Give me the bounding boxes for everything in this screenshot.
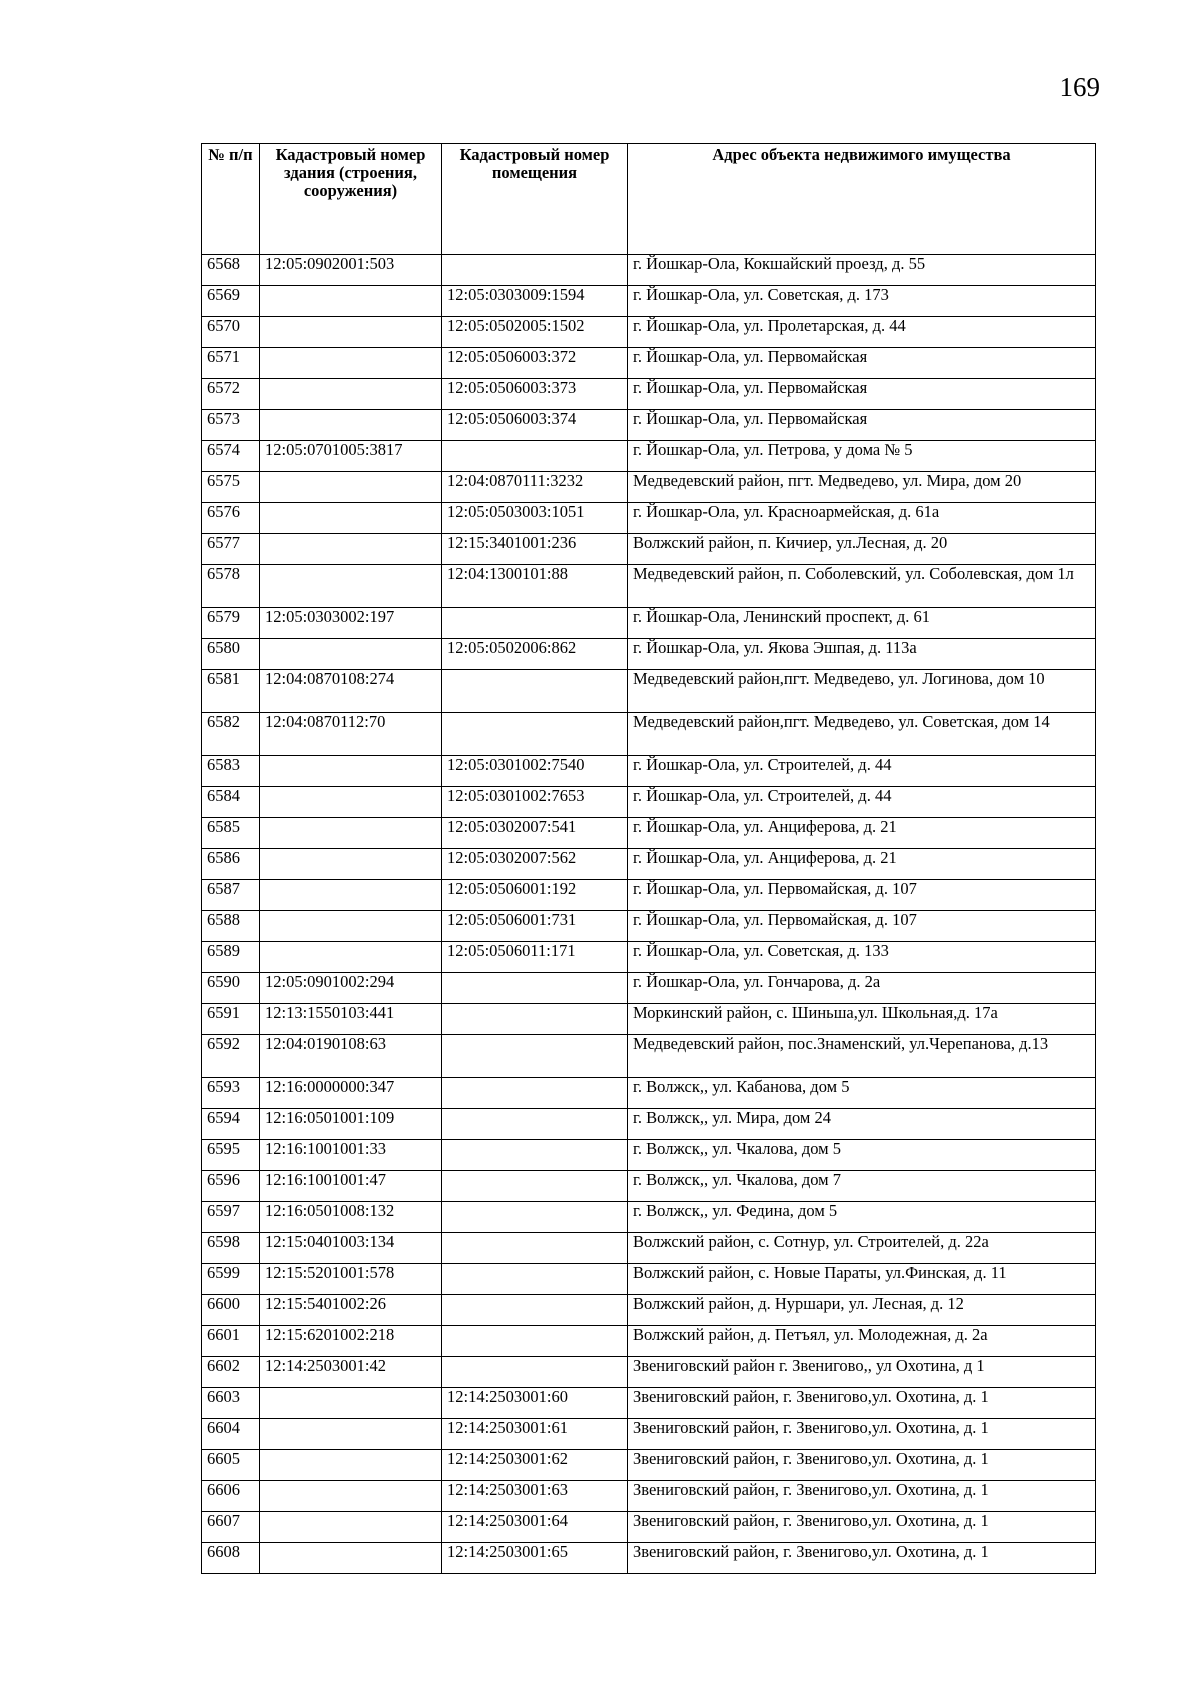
row-number-cell: 6584 — [202, 787, 260, 818]
table-row — [202, 317, 1096, 348]
room-cadastral-cell: 12:05:0506003:374 — [442, 410, 628, 441]
building-cadastral-cell — [260, 1450, 442, 1481]
table-row — [202, 441, 1096, 472]
address-cell: Волжский район, с. Сотнур, ул. Строителей, д. 22а — [628, 1233, 1096, 1264]
address-cell: г. Йошкар-Ола, ул. Строителей, д. 44 — [628, 756, 1096, 787]
table-row — [202, 255, 1096, 286]
table-row — [202, 1171, 1096, 1202]
room-cadastral-cell — [442, 1233, 628, 1264]
table-row — [202, 503, 1096, 534]
room-cadastral-cell — [442, 1140, 628, 1171]
address-cell: Звениговский район, г. Звенигово,ул. Охотина, д. 1 — [628, 1388, 1096, 1419]
address-cell: г. Волжск,, ул. Мира, дом 24 — [628, 1109, 1096, 1140]
row-number-cell: 6600 — [202, 1295, 260, 1326]
address-cell: г. Волжск,, ул. Чкалова, дом 7 — [628, 1171, 1096, 1202]
room-cadastral-cell — [442, 973, 628, 1004]
building-cadastral-cell: 12:16:0501008:132 — [260, 1202, 442, 1233]
table-row — [202, 1233, 1096, 1264]
table-row — [202, 849, 1096, 880]
table-row — [202, 713, 1096, 756]
table-row — [202, 1512, 1096, 1543]
row-number-cell: 6598 — [202, 1233, 260, 1264]
row-number-cell: 6597 — [202, 1202, 260, 1233]
address-cell: г. Волжск,, ул. Кабанова, дом 5 — [628, 1078, 1096, 1109]
room-cadastral-cell — [442, 1035, 628, 1078]
header-address: Адрес объекта недвижимого имущества — [628, 144, 1096, 255]
building-cadastral-cell — [260, 756, 442, 787]
room-cadastral-cell — [442, 1171, 628, 1202]
row-number-cell: 6580 — [202, 639, 260, 670]
building-cadastral-cell: 12:05:0701005:3817 — [260, 441, 442, 472]
row-number-cell: 6570 — [202, 317, 260, 348]
row-number-cell: 6577 — [202, 534, 260, 565]
header-room-cadastral: Кадастровый номер помещения — [442, 144, 628, 255]
table-row — [202, 787, 1096, 818]
table-row — [202, 818, 1096, 849]
room-cadastral-cell — [442, 1326, 628, 1357]
building-cadastral-cell — [260, 503, 442, 534]
room-cadastral-cell: 12:05:0302007:541 — [442, 818, 628, 849]
building-cadastral-cell: 12:16:0000000:347 — [260, 1078, 442, 1109]
table-row — [202, 670, 1096, 713]
row-number-cell: 6581 — [202, 670, 260, 713]
building-cadastral-cell — [260, 1481, 442, 1512]
row-number-cell: 6592 — [202, 1035, 260, 1078]
room-cadastral-cell: 12:14:2503001:63 — [442, 1481, 628, 1512]
address-cell: г. Йошкар-Ола, ул. Первомайская — [628, 348, 1096, 379]
table-row — [202, 1326, 1096, 1357]
row-number-cell: 6573 — [202, 410, 260, 441]
room-cadastral-cell: 12:05:0502006:862 — [442, 639, 628, 670]
table-row — [202, 1295, 1096, 1326]
address-cell: Звениговский район, г. Звенигово,ул. Охотина, д. 1 — [628, 1419, 1096, 1450]
building-cadastral-cell — [260, 639, 442, 670]
building-cadastral-cell: 12:05:0303002:197 — [260, 608, 442, 639]
table-row — [202, 1202, 1096, 1233]
table-row — [202, 348, 1096, 379]
address-cell: Звениговский район, г. Звенигово,ул. Охотина, д. 1 — [628, 1512, 1096, 1543]
address-cell: Моркинский район, с. Шиньша,ул. Школьная,д. 17а — [628, 1004, 1096, 1035]
room-cadastral-cell — [442, 1078, 628, 1109]
table-row — [202, 911, 1096, 942]
page-number: 169 — [1059, 72, 1100, 102]
address-cell: г. Йошкар-Ола, Кокшайский проезд, д. 55 — [628, 255, 1096, 286]
room-cadastral-cell: 12:14:2503001:62 — [442, 1450, 628, 1481]
address-cell: г. Йошкар-Ола, ул. Гончарова, д. 2а — [628, 973, 1096, 1004]
row-number-cell: 6582 — [202, 713, 260, 756]
room-cadastral-cell — [442, 1264, 628, 1295]
table-row — [202, 1419, 1096, 1450]
room-cadastral-cell: 12:05:0506003:372 — [442, 348, 628, 379]
row-number-cell: 6608 — [202, 1543, 260, 1574]
row-number-cell: 6588 — [202, 911, 260, 942]
table-row — [202, 608, 1096, 639]
address-cell: г. Йошкар-Ола, ул. Первомайская — [628, 410, 1096, 441]
row-number-cell: 6586 — [202, 849, 260, 880]
address-cell: г. Йошкар-Ола, ул. Анциферова, д. 21 — [628, 818, 1096, 849]
row-number-cell: 6576 — [202, 503, 260, 534]
row-number-cell: 6579 — [202, 608, 260, 639]
building-cadastral-cell — [260, 410, 442, 441]
table-row — [202, 1264, 1096, 1295]
row-number-cell: 6596 — [202, 1171, 260, 1202]
room-cadastral-cell — [442, 1202, 628, 1233]
building-cadastral-cell: 12:05:0901002:294 — [260, 973, 442, 1004]
table-row — [202, 880, 1096, 911]
table-row — [202, 379, 1096, 410]
table-row — [202, 1543, 1096, 1574]
address-cell: Медведевский район, п. Соболевский, ул. Соболевская, дом 1л — [628, 565, 1096, 608]
room-cadastral-cell: 12:05:0502005:1502 — [442, 317, 628, 348]
address-cell: Медведевский район, пос.Знаменский, ул.Черепанова, д.13 — [628, 1035, 1096, 1078]
address-cell: г. Йошкар-Ола, ул. Красноармейская, д. 61а — [628, 503, 1096, 534]
row-number-cell: 6601 — [202, 1326, 260, 1357]
building-cadastral-cell — [260, 286, 442, 317]
address-cell: Волжский район, д. Нуршари, ул. Лесная, д. 12 — [628, 1295, 1096, 1326]
building-cadastral-cell: 12:16:0501001:109 — [260, 1109, 442, 1140]
row-number-cell: 6578 — [202, 565, 260, 608]
address-cell: Звениговский район, г. Звенигово,ул. Охотина, д. 1 — [628, 1543, 1096, 1574]
room-cadastral-cell: 12:05:0506001:192 — [442, 880, 628, 911]
address-cell: г. Йошкар-Ола, ул. Пролетарская, д. 44 — [628, 317, 1096, 348]
table-row — [202, 1481, 1096, 1512]
table-row — [202, 1109, 1096, 1140]
building-cadastral-cell — [260, 818, 442, 849]
building-cadastral-cell: 12:15:0401003:134 — [260, 1233, 442, 1264]
building-cadastral-cell — [260, 317, 442, 348]
table-row — [202, 973, 1096, 1004]
row-number-cell: 6595 — [202, 1140, 260, 1171]
table-body — [202, 255, 1096, 1574]
row-number-cell: 6571 — [202, 348, 260, 379]
row-number-cell: 6591 — [202, 1004, 260, 1035]
address-cell: Медведевский район, пгт. Медведево, ул. Мира, дом 20 — [628, 472, 1096, 503]
table-row — [202, 1388, 1096, 1419]
room-cadastral-cell — [442, 608, 628, 639]
address-cell: Волжский район, с. Новые Параты, ул.Финская, д. 11 — [628, 1264, 1096, 1295]
table-row — [202, 1357, 1096, 1388]
building-cadastral-cell — [260, 849, 442, 880]
header-building-cadastral: Кадастровый номер здания (строения, сооружения) — [260, 144, 442, 255]
room-cadastral-cell: 12:05:0301002:7653 — [442, 787, 628, 818]
table-row — [202, 942, 1096, 973]
address-cell: Медведевский район,пгт. Медведево, ул. Логинова, дом 10 — [628, 670, 1096, 713]
row-number-cell: 6599 — [202, 1264, 260, 1295]
row-number-cell: 6572 — [202, 379, 260, 410]
building-cadastral-cell: 12:16:1001001:47 — [260, 1171, 442, 1202]
room-cadastral-cell — [442, 1109, 628, 1140]
row-number-cell: 6589 — [202, 942, 260, 973]
row-number-cell: 6583 — [202, 756, 260, 787]
room-cadastral-cell: 12:14:2503001:60 — [442, 1388, 628, 1419]
room-cadastral-cell: 12:14:2503001:61 — [442, 1419, 628, 1450]
row-number-cell: 6603 — [202, 1388, 260, 1419]
row-number-cell: 6569 — [202, 286, 260, 317]
building-cadastral-cell: 12:13:1550103:441 — [260, 1004, 442, 1035]
address-cell: г. Йошкар-Ола, ул. Якова Эшпая, д. 113а — [628, 639, 1096, 670]
table-row — [202, 1035, 1096, 1078]
table-row — [202, 1004, 1096, 1035]
address-cell: г. Йошкар-Ола, ул. Советская, д. 133 — [628, 942, 1096, 973]
row-number-cell: 6602 — [202, 1357, 260, 1388]
building-cadastral-cell — [260, 565, 442, 608]
address-cell: г. Йошкар-Ола, ул. Петрова, у дома № 5 — [628, 441, 1096, 472]
building-cadastral-cell: 12:14:2503001:42 — [260, 1357, 442, 1388]
address-cell: Звениговский район, г. Звенигово,ул. Охотина, д. 1 — [628, 1481, 1096, 1512]
building-cadastral-cell — [260, 1543, 442, 1574]
building-cadastral-cell — [260, 880, 442, 911]
room-cadastral-cell: 12:05:0303009:1594 — [442, 286, 628, 317]
building-cadastral-cell: 12:15:6201002:218 — [260, 1326, 442, 1357]
table-row — [202, 1140, 1096, 1171]
room-cadastral-cell — [442, 255, 628, 286]
building-cadastral-cell — [260, 379, 442, 410]
room-cadastral-cell: 12:14:2503001:64 — [442, 1512, 628, 1543]
room-cadastral-cell: 12:05:0506011:171 — [442, 942, 628, 973]
building-cadastral-cell — [260, 787, 442, 818]
row-number-cell: 6590 — [202, 973, 260, 1004]
row-number-cell: 6593 — [202, 1078, 260, 1109]
room-cadastral-cell: 12:15:3401001:236 — [442, 534, 628, 565]
table-row — [202, 1078, 1096, 1109]
room-cadastral-cell — [442, 670, 628, 713]
room-cadastral-cell — [442, 1004, 628, 1035]
room-cadastral-cell: 12:04:0870111:3232 — [442, 472, 628, 503]
table-header-row — [202, 144, 1096, 255]
room-cadastral-cell — [442, 1295, 628, 1326]
table-row — [202, 756, 1096, 787]
address-cell: г. Йошкар-Ола, ул. Анциферова, д. 21 — [628, 849, 1096, 880]
building-cadastral-cell — [260, 1388, 442, 1419]
row-number-cell: 6604 — [202, 1419, 260, 1450]
property-registry-table — [201, 143, 1096, 1574]
room-cadastral-cell: 12:05:0301002:7540 — [442, 756, 628, 787]
table-row — [202, 639, 1096, 670]
table-row — [202, 472, 1096, 503]
row-number-cell: 6587 — [202, 880, 260, 911]
table-row — [202, 565, 1096, 608]
address-cell: г. Волжск,, ул. Чкалова, дом 5 — [628, 1140, 1096, 1171]
header-num: № п/п — [202, 144, 260, 255]
address-cell: Волжский район, п. Кичиер, ул.Лесная, д. 20 — [628, 534, 1096, 565]
building-cadastral-cell: 12:15:5201001:578 — [260, 1264, 442, 1295]
building-cadastral-cell: 12:15:5401002:26 — [260, 1295, 442, 1326]
room-cadastral-cell — [442, 1357, 628, 1388]
building-cadastral-cell: 12:04:0190108:63 — [260, 1035, 442, 1078]
room-cadastral-cell: 12:05:0506001:731 — [442, 911, 628, 942]
building-cadastral-cell: 12:16:1001001:33 — [260, 1140, 442, 1171]
room-cadastral-cell — [442, 441, 628, 472]
row-number-cell: 6585 — [202, 818, 260, 849]
address-cell: г. Йошкар-Ола, ул. Первомайская, д. 107 — [628, 880, 1096, 911]
building-cadastral-cell — [260, 911, 442, 942]
room-cadastral-cell: 12:05:0503003:1051 — [442, 503, 628, 534]
address-cell: Волжский район, д. Петъял, ул. Молодежная, д. 2а — [628, 1326, 1096, 1357]
building-cadastral-cell — [260, 942, 442, 973]
table-row — [202, 1450, 1096, 1481]
room-cadastral-cell: 12:05:0506003:373 — [442, 379, 628, 410]
row-number-cell: 6575 — [202, 472, 260, 503]
room-cadastral-cell: 12:05:0302007:562 — [442, 849, 628, 880]
address-cell: Звениговский район, г. Звенигово,ул. Охотина, д. 1 — [628, 1450, 1096, 1481]
row-number-cell: 6594 — [202, 1109, 260, 1140]
address-cell: г. Йошкар-Ола, ул. Первомайская — [628, 379, 1096, 410]
address-cell: Медведевский район,пгт. Медведево, ул. Советская, дом 14 — [628, 713, 1096, 756]
address-cell: г. Йошкар-Ола, ул. Строителей, д. 44 — [628, 787, 1096, 818]
table-row — [202, 410, 1096, 441]
room-cadastral-cell: 12:04:1300101:88 — [442, 565, 628, 608]
address-cell: г. Йошкар-Ола, ул. Первомайская, д. 107 — [628, 911, 1096, 942]
address-cell: Звениговский район г. Звенигово,, ул Охотина, д 1 — [628, 1357, 1096, 1388]
address-cell: г. Йошкар-Ола, Ленинский проспект, д. 61 — [628, 608, 1096, 639]
building-cadastral-cell — [260, 534, 442, 565]
building-cadastral-cell — [260, 1512, 442, 1543]
table-row — [202, 286, 1096, 317]
table-row — [202, 534, 1096, 565]
building-cadastral-cell — [260, 472, 442, 503]
row-number-cell: 6606 — [202, 1481, 260, 1512]
address-cell: г. Йошкар-Ола, ул. Советская, д. 173 — [628, 286, 1096, 317]
building-cadastral-cell — [260, 1419, 442, 1450]
building-cadastral-cell — [260, 348, 442, 379]
room-cadastral-cell: 12:14:2503001:65 — [442, 1543, 628, 1574]
building-cadastral-cell: 12:04:0870112:70 — [260, 713, 442, 756]
building-cadastral-cell: 12:04:0870108:274 — [260, 670, 442, 713]
row-number-cell: 6605 — [202, 1450, 260, 1481]
row-number-cell: 6607 — [202, 1512, 260, 1543]
room-cadastral-cell — [442, 713, 628, 756]
address-cell: г. Волжск,, ул. Федина, дом 5 — [628, 1202, 1096, 1233]
row-number-cell: 6568 — [202, 255, 260, 286]
building-cadastral-cell: 12:05:0902001:503 — [260, 255, 442, 286]
row-number-cell: 6574 — [202, 441, 260, 472]
